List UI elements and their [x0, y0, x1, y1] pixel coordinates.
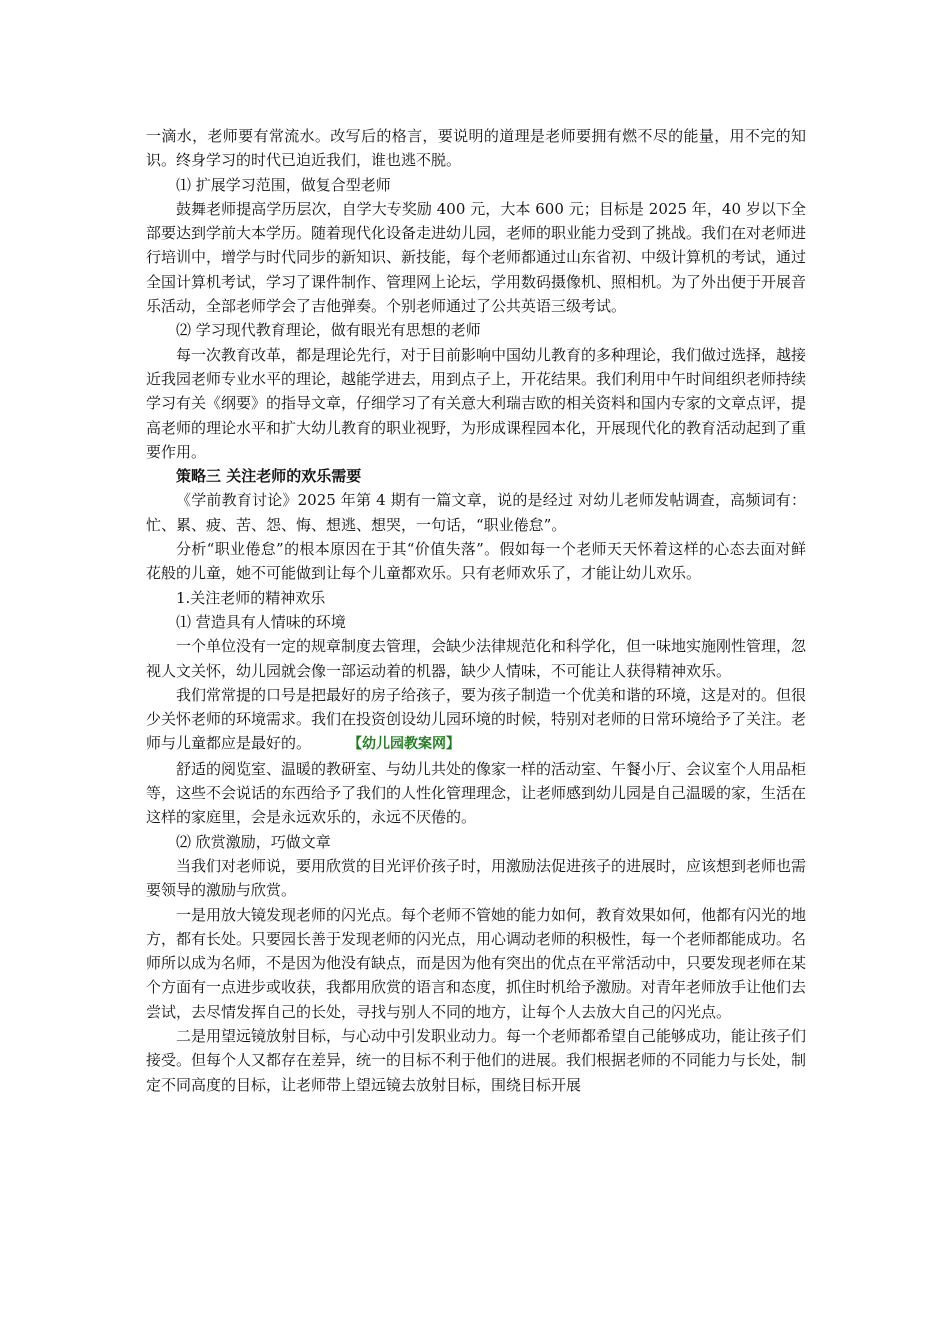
- paragraph-10: 一是用放大镜发现老师的闪光点。每个老师不管她的能力如何，教育效果如何，他都有闪光的地方，都有长处。只要园长善于发现老师的闪光点，用心调动老师的积极性，每一个老师都能成功。名师所以成为名师，不是因为他没有缺点，而是因为他有突出的优点在平常活动中，只要发现老师在某个方面有一点进步或收获，我都用欣赏的语言和态度，抓住时机给予激励。对青年老师放手让他们去尝试，去尽情发挥自己的长处，寻找与别人不同的地方，让每个人去放大自己的闪光点。: [146, 905, 807, 1021]
- subsection-heading: 1.关注老师的精神欢乐: [176, 588, 326, 607]
- paragraph-5: 分析“职业倦怠”的根本原因在于其“价值失落”。假如每一个老师天天怀着这样的心态去面对鲜花般的儿童，她不可能做到让每个儿童都欢乐。只有老师欢乐了，才能让幼儿欢乐。: [146, 540, 806, 583]
- paragraph-4: 《学前教育讨论》2025 年第 4 期有一篇文章，说的是经过 对幼儿老师发帖调查，高频词有：忙、累、疲、苦、怨、悔、想逃、想哭，一句话，“职业倦怠”。: [146, 491, 806, 534]
- document-body: [146, 124, 806, 1097]
- paragraph-9: 当我们对老师说，要用欣赏的目光评价孩子时，用激励法促进孩子的进展时，应该想到老师也需要领导的激励与欣赏。: [146, 856, 807, 900]
- paragraph-6: 一个单位没有一定的规章制度去管理，会缺少法律规范化和科学化，但一味地实施刚性管理，忽视人文关怀，幼儿园就会像一部运动着的机器，缺少人情味，不可能让人获得精神欢乐。: [146, 637, 807, 680]
- paragraph-11: 二是用望远镜放射目标，与心动中引发职业动力。每一个老师都希望自己能够成功，能让孩子们接受。但每个人又都存在差异，统一的目标不利于他们的进展。我们根据老师的不同能力与长处，制定不同高度的目标，让老师带上望远镜去放射目标，围绕目标开展: [146, 1026, 807, 1094]
- paragraph-1: 一滴水，老师要有常流水。改写后的格言，要说明的道理是老师要拥有燃不尽的能量，用不完的知识。终身学习的时代已迫近我们，谁也逃不脱。: [146, 127, 806, 170]
- paragraph-2: 鼓舞老师提高学历层次，自学大专奖励 400 元，大本 600 元；目标是 2025 年，40 岁以下全部要达到学前大本学历。随着现代化设备走进幼儿园，老师的职业能力受到了挑战。我们在对老师进行培训中，增学与时代同步的新知识、新技能，每个老师都通过山东省初、中级计算机的考试，通过全国计算机考试，学习了课件制作、管理网上论坛，学用数码摄像机、照相机。为了外出便于开展音乐活动，全部老师学会了吉他弹奏。个别老师通过了公共英语三级考试。: [146, 199, 807, 316]
- section-heading-4: ⑵ 欣赏激励，巧做文章: [176, 832, 331, 851]
- paragraph-7-text: 我们常常提的口号是把最好的房子给孩子，要为孩子制造一个优美和谐的环境，这是对的。但很少关怀老师的环境需求。我们在投资创设幼儿园环境的时候，特别对老师的日常环境给予了关注。老师与儿童都应是最好的。: [146, 685, 807, 753]
- section-heading-2: ⑵ 学习现代教育理论，做有眼光有思想的老师: [176, 321, 481, 340]
- strategy-heading: 策略三 关注老师的欢乐需要: [176, 467, 362, 486]
- section-heading-1: ⑴ 扩展学习范围，做复合型老师: [176, 175, 391, 194]
- section-heading-3: ⑴ 营造具有人情味的环境: [176, 612, 346, 631]
- paragraph-7: [146, 683, 806, 757]
- paragraph-3: 每一次教育改革，都是理论先行，对于目前影响中国幼儿教育的多种理论，我们做过选择，越接近我园老师专业水平的理论，越能学进去，用到点子上，开花结果。我们利用中午时间组织老师持续学习有关《纲要》的指导文章，仔细学习了有关意大利瑞吉欧的相关资料和国内专家的文章点评，提高老师的理论水平和扩大幼儿教育的职业视野，为形成课程园本化，开展现代化的教育活动起到了重要作用。: [146, 345, 807, 461]
- site-watermark: 【幼儿园教案网】: [355, 736, 461, 753]
- paragraph-8: 舒适的阅览室、温暖的教研室、与幼儿共处的像家一样的活动室、午餐小厅、会议室个人用品柜等，这些不会说话的东西给予了我们的人性化管理理念，让老师感到幼儿园是自己温暖的家，生活在这样的家庭里，会是永远欢乐的，永远不厌倦的。: [146, 759, 807, 827]
